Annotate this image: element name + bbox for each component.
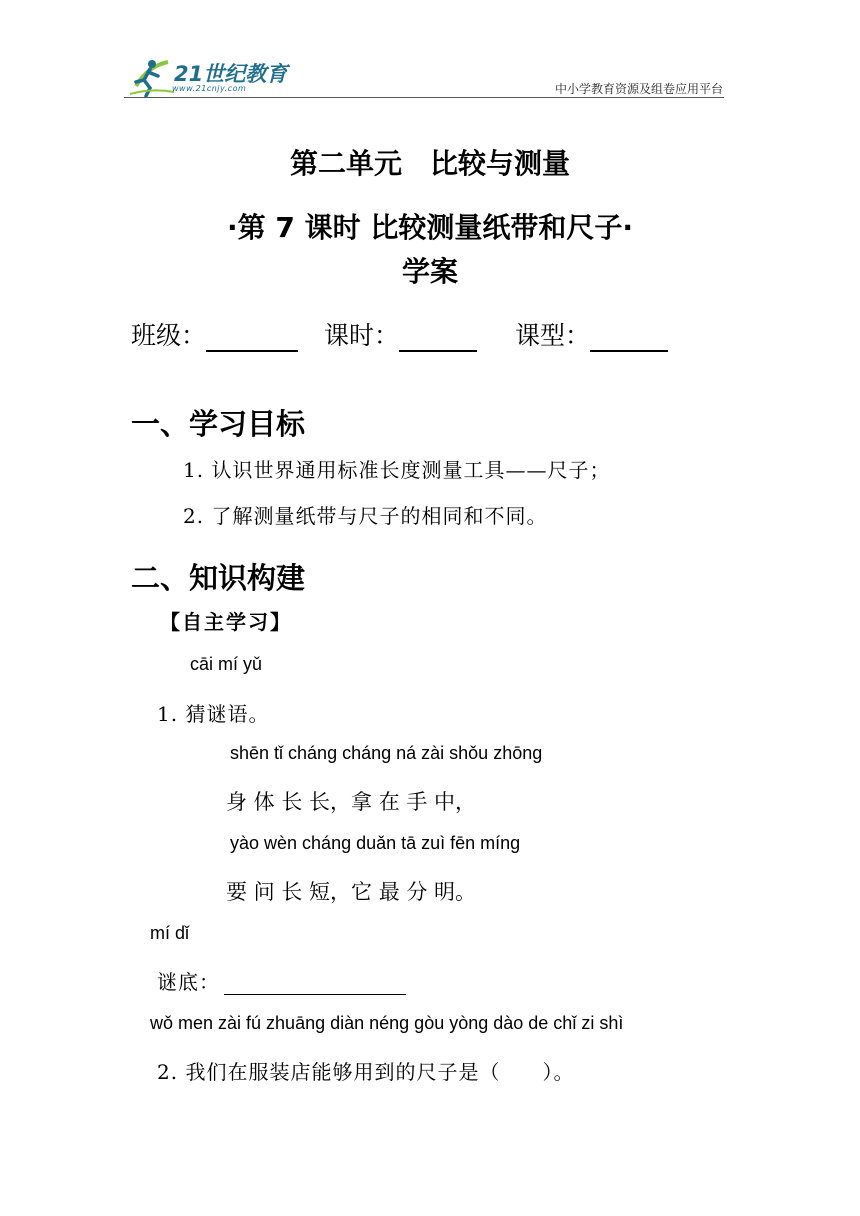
platform-name: 中小学教育资源及组卷应用平台 <box>554 82 723 96</box>
document-type: 学案 <box>401 255 458 288</box>
class-blank[interactable] <box>206 324 298 352</box>
q2-pinyin: wǒ men zài fú zhuāng diàn néng gòu yòng dào de chǐ zi shì <box>150 1013 624 1033</box>
unit-title: 第二单元 比较与测量 <box>289 147 570 180</box>
site-logo <box>128 56 288 100</box>
logo-text: 21世纪教育 <box>174 62 288 86</box>
lesson-title: ·第 7 课时 比较测量纸带和尺子· <box>226 211 633 244</box>
section-knowledge-heading: 二、知识构建 <box>131 561 306 595</box>
answer-row <box>157 966 406 995</box>
goal-item: 1. 认识世界通用标准长度测量工具——尺子； <box>183 458 611 482</box>
period-blank[interactable] <box>399 324 477 352</box>
riddle-line1-pinyin: shēn tǐ cháng cháng ná zài shǒu zhōng <box>230 743 543 763</box>
goal-item: 2. 了解测量纸带与尺子的相同和不同。 <box>183 504 548 528</box>
period-label: 课时： <box>323 321 399 350</box>
self-study-subheading: 【自主学习】 <box>160 610 292 634</box>
question-2: 2. 我们在服装店能够用到的尺子是（ ）。 <box>157 1060 575 1084</box>
logo-url: www.21cnjy.com <box>172 84 247 93</box>
class-label: 班级： <box>131 321 207 350</box>
runner-logo-icon <box>128 56 174 100</box>
section-learning-goals-heading: 一、学习目标 <box>131 407 306 441</box>
answer-pinyin: mí dǐ <box>150 923 190 943</box>
riddle-line1: 身 体 长 长，拿 在 手 中， <box>226 790 477 814</box>
lesson-type-label: 课型： <box>514 321 590 350</box>
lesson-type-blank[interactable] <box>590 324 668 352</box>
riddle-line2: 要 问 长 短，它 最 分 明。 <box>226 880 477 904</box>
riddle-line2-pinyin: yào wèn cháng duǎn tā zuì fēn míng <box>230 833 521 853</box>
answer-blank[interactable] <box>224 974 406 995</box>
info-fields <box>131 316 668 352</box>
answer-label: 谜底： <box>157 970 220 994</box>
header-divider <box>124 97 724 98</box>
q1-pinyin: cāi mí yǔ <box>190 654 263 674</box>
question-1: 1. 猜谜语。 <box>157 702 270 726</box>
